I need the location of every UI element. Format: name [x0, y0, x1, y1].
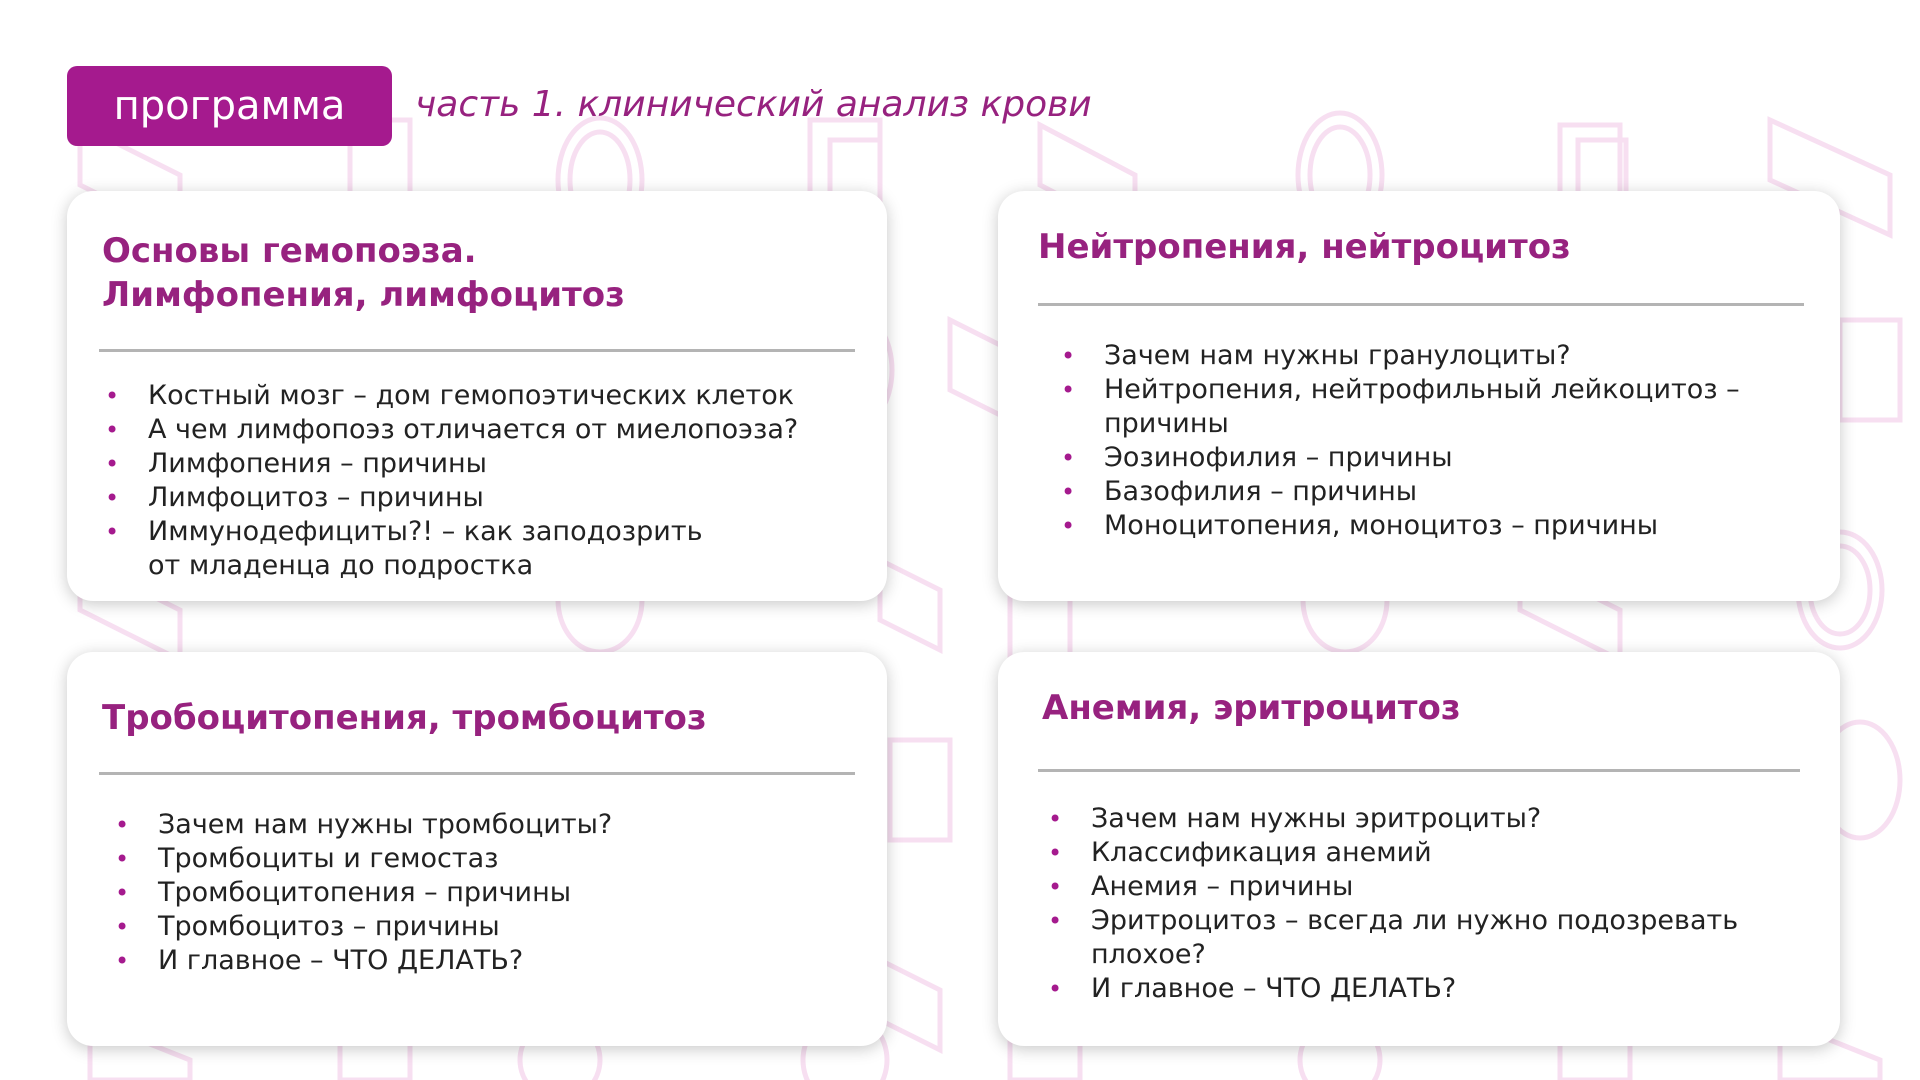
- bullet-icon: •: [1048, 907, 1063, 935]
- card-title: Нейтропения, нейтроцитоз: [1038, 227, 1571, 267]
- bullet-icon: •: [1048, 975, 1063, 1003]
- list-item: [112, 910, 872, 944]
- bullet-icon: •: [1048, 805, 1063, 833]
- bullet-icon: •: [1061, 376, 1076, 404]
- bullet-icon: •: [1061, 342, 1076, 370]
- list-item-text: Эритроцитоз – всегда ли нужно подозревать плохое?: [1091, 905, 1739, 970]
- list-item: [102, 515, 872, 583]
- list-item: [1045, 870, 1825, 904]
- list-item: [112, 876, 872, 910]
- list-item: [1058, 339, 1828, 373]
- list-item-text: Костный мозг – дом гемопоэтических клеток: [148, 380, 795, 411]
- list-item-text: И главное – ЧТО ДЕЛАТЬ?: [158, 945, 524, 976]
- bullet-icon: •: [1048, 873, 1063, 901]
- topic-card-lymphopoiesis: [67, 191, 887, 601]
- card-title: Основы гемопоэза. Лимфопения, лимфоцитоз: [102, 231, 625, 315]
- bullet-icon: •: [115, 913, 130, 941]
- bullet-icon: •: [105, 484, 120, 512]
- list-item-text: Зачем нам нужны тромбоциты?: [158, 809, 613, 840]
- bullet-icon: •: [115, 879, 130, 907]
- bullet-icon: •: [105, 416, 120, 444]
- card-title: Тробоцитопения, тромбоцитоз: [102, 698, 707, 738]
- list-item: [102, 379, 872, 413]
- card-divider: [1038, 769, 1800, 772]
- list-item: [112, 842, 872, 876]
- list-item-text: Лимфоцитоз – причины: [148, 482, 484, 513]
- bullet-icon: •: [115, 811, 130, 839]
- list-item-text: Анемия – причины: [1091, 871, 1354, 902]
- list-item: [1045, 836, 1825, 870]
- list-item-text: Эозинофилия – причины: [1104, 442, 1453, 473]
- section-badge: программа: [67, 66, 392, 146]
- list-item: [102, 413, 872, 447]
- bullet-icon: •: [115, 947, 130, 975]
- bullet-icon: •: [105, 518, 120, 546]
- list-item-text: Зачем нам нужны гранулоциты?: [1104, 340, 1571, 371]
- card-title: Анемия, эритроцитоз: [1042, 688, 1461, 728]
- list-item: [1058, 373, 1828, 441]
- list-item: [1045, 972, 1825, 1006]
- bullet-icon: •: [1061, 478, 1076, 506]
- bullet-icon: •: [1061, 512, 1076, 540]
- list-item-text: Тромбоцитопения – причины: [158, 877, 572, 908]
- list-item-text: Лимфопения – причины: [148, 448, 488, 479]
- list-item-text: Тромбоциты и гемостаз: [158, 843, 499, 874]
- bullet-icon: •: [115, 845, 130, 873]
- list-item: [102, 481, 872, 515]
- list-item-text: Нейтропения, нейтрофильный лейкоцитоз – причины: [1104, 374, 1740, 439]
- list-item-text: А чем лимфопоэз отличается от миелопоэза?: [148, 414, 799, 445]
- card-divider: [99, 772, 855, 775]
- list-item: [1058, 441, 1828, 475]
- bullet-icon: •: [1061, 444, 1076, 472]
- list-item: [1045, 802, 1825, 836]
- card-topic-list: [1045, 802, 1825, 1006]
- card-topic-list: [1058, 339, 1828, 543]
- card-topic-list: [112, 808, 872, 978]
- page-subtitle: часть 1. клинический анализ крови: [415, 84, 1092, 125]
- list-item-text: Зачем нам нужны эритроциты?: [1091, 803, 1542, 834]
- topic-card-neutropenia: [998, 191, 1840, 601]
- list-item: [112, 808, 872, 842]
- list-item-text: Тромбоцитоз – причины: [158, 911, 500, 942]
- list-item: [1058, 509, 1828, 543]
- list-item-text: И главное – ЧТО ДЕЛАТЬ?: [1091, 973, 1457, 1004]
- topic-card-anemia: [998, 652, 1840, 1046]
- card-divider: [1038, 303, 1804, 306]
- list-item-text: Иммунодефициты?! – как заподозрить от младенца до подростка: [148, 516, 703, 581]
- list-item: [102, 447, 872, 481]
- list-item: [1058, 475, 1828, 509]
- list-item-text: Моноцитопения, моноцитоз – причины: [1104, 510, 1659, 541]
- topic-card-thrombocytopenia: [67, 652, 887, 1046]
- list-item: [1045, 904, 1825, 972]
- bullet-icon: •: [105, 382, 120, 410]
- bullet-icon: •: [105, 450, 120, 478]
- card-topic-list: [102, 379, 872, 583]
- bullet-icon: •: [1048, 839, 1063, 867]
- list-item: [112, 944, 872, 978]
- list-item-text: Базофилия – причины: [1104, 476, 1418, 507]
- card-divider: [99, 349, 855, 352]
- list-item-text: Классификация анемий: [1091, 837, 1432, 868]
